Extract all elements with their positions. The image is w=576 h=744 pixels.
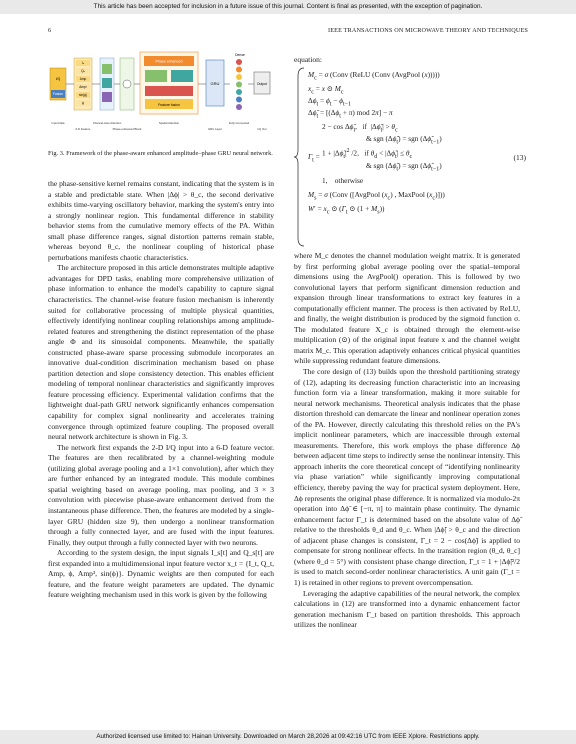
- dense-neuron: [236, 89, 242, 95]
- right-column-intro: [294, 55, 520, 66]
- feature-label: Iₙ: [81, 61, 85, 65]
- phase-diff-branch: [145, 86, 193, 96]
- caption-text: Framework of the phase-aware enhanced amplitude–phase GRU neural network.: [66, 150, 273, 157]
- caption-label: Fig. 3.: [48, 150, 65, 157]
- equation-number: (13): [513, 153, 526, 162]
- svg-text:Dense: Dense: [235, 53, 245, 57]
- conv3x3: [171, 70, 193, 82]
- feature-label: sin(ϕ): [79, 93, 87, 97]
- dense-neuron: [236, 104, 242, 110]
- eq-line-xc: $x_c = x$ ⊙ $M_c$: [308, 84, 344, 96]
- stage-caption: Spatial Attention: [158, 121, 180, 125]
- avgpool-cell: [102, 64, 112, 74]
- dense-neuron: [236, 59, 242, 65]
- sigmoid-cell: [102, 92, 112, 102]
- license-footer: Authorized licensed use limited to: Hainan University. Downloaded on March 28,2026 at 09:42:16 UTC from IEEE Xplore. Restrictions apply.: [0, 730, 576, 744]
- acceptance-banner: This article has been accepted for inclusion in a future issue of this journal. Content is final as presented, with the exception of pagination.: [0, 0, 576, 14]
- journal-name: IEEE TRANSACTIONS ON MICROWAVE THEORY AND TECHNIQUES: [328, 27, 528, 34]
- eq-line-dphi: $\Delta\phi_t = \phi_t - \phi_{t-1}$: [308, 96, 352, 108]
- left-paragraph-3: The network first expands the 2-D I/Q input into a 6-D feature vector. The features are then recalibrated by a channel-weighting module (utilizing global average pooling and a 1×1 convolution), after which they are further enhanced by an integrated module. This module combines spatial weighting based on average pooling, max pooling, and 3 × 3 convolution with piecewise phase-aware enhancement derived from the instantaneous phase difference. Then, the features are modeled by a single-layer GRU (hidden size 9), then undergo a nonlinear transformation through a fully connected layer, and are fused with the input features. Finally, they output through a fully connected layer with two neurons.: [48, 442, 274, 547]
- stage-caption: Input Data: [51, 121, 65, 125]
- eq-case-3: 1, otherwise: [322, 176, 364, 185]
- right-paragraph-3: Leveraging the adaptive capabilities of the neural network, the complex calculations in (12) are transformed into a dynamic enhancement factor generation mechanism Γ_t based on partition thresholds. This approach utilizes the nonlinear: [294, 588, 520, 630]
- page-number: 6: [48, 27, 52, 34]
- figure-3: [48, 50, 274, 140]
- framework-diagram: [48, 50, 274, 140]
- svg-text:Feature fusion: Feature fusion: [158, 103, 180, 107]
- eq-case-2a: $1 + |\Delta\phĩ_t|^2$ /2, if $\theta_d$ < $|\Delta\phĩ_t| \le \theta_c$: [322, 148, 413, 160]
- left-paragraph-4: According to the system design, the input signals I_s[t] and Q_s[t] are first expanded into a multidimensional input feature vector x_t = {I_t, Q_t, Amp, ϕ, Amp³, sin(ϕ)}. Dynamic weights are then computed for each feature, and the feature weight parameters are updated. The dynamic feature weighting mechanism used in this work is given by the following: [48, 548, 274, 600]
- stage-caption: Channel-wise Attention: [92, 121, 122, 125]
- eq-line-w: $W' = x_c$ ⊙ ($\Gamma_t$ ⊙ $(1 + M_s)$): [308, 204, 385, 216]
- equation-intro: equation:: [294, 55, 322, 64]
- svg-text:Phase enhanced: Phase enhanced: [155, 59, 183, 64]
- stage-caption: I/Q Out: [257, 127, 267, 131]
- stage-caption: 6-D Feature: [75, 127, 91, 131]
- dense-layer: [236, 59, 242, 110]
- equation-13: $M_c = \sigma$ (Conv (ReLU (Conv (AvgPool (x))))) $x_c = x$ ⊙ $M_c$ $\Delta\phi_t = \phi_t - \phi_{t-1}$ $\Delta\phĩ_t = [(\Delta\phi_t + \pi)$ mod 2π] − π $\Gamma_t$ = $2 - \cos \Delta\phĩ_t$, if $|\Delta\phĩ_t| > \theta_c$ & sgn $(\Delta\phĩ_t)$ = sgn $(\Delta\phĩ_{t-1})$ $1 + |\Delta\phĩ_t|^2$ /2, if $\theta_d$ < $|\Delta\phĩ_t| \le \theta_c$ & sgn $(\Delta\phĩ_t)$ = sgn $(\Delta\phĩ_{t-1})$ 1, otherwise $M_s = \sigma$ (Conv ([AvgPool $(x_c)$ , MaxPool $(x_c)$])) $W' = x_c$ ⊙ ($\Gamma_t$ ⊙ $(1 + M_s)$) (13): [294, 66, 528, 248]
- eq-line-ms: $M_s = \sigma$ (Conv ([AvgPool $(x_c)$ , MaxPool $(x_c)$])): [308, 190, 445, 202]
- dense-neuron: [236, 97, 242, 103]
- conv-cell: [102, 78, 112, 88]
- stage-caption: Fully-Connected: [228, 121, 250, 125]
- avg-max-pool: [145, 70, 167, 82]
- eq-line-wrap: $\Delta\phĩ_t = [(\Delta\phi_t + \pi)$ mod 2π] − π: [308, 108, 393, 120]
- eq-case-2b: & sgn $(\Delta\phĩ_t)$ = sgn $(\Delta\phĩ_{t-1})$: [366, 161, 442, 173]
- svg-text:I/Q: I/Q: [55, 77, 61, 81]
- feature-label: Amp³: [79, 85, 87, 89]
- dense-neuron: [236, 82, 242, 88]
- right-paragraph-1: where M_c denotes the channel modulation weight matrix. It is generated by first performing global average pooling over the spatial–temporal dimensions using the AvgPool() operation. This is followed by two convolutional layers that perform significant dimension reduction and expansion through linear transformations to extract key features in a computationally efficient manner. The process is then activated by ReLU, and finally, the weight distribution is produced by the sigmoid function σ. The modulated feature X_c is obtained through the element-wise multiplication (⊙) of the original input feature x and the channel weight matrix M_c. This operation adaptively enhances critical physical quantities while suppressing redundant feature dimensions.: [294, 251, 520, 366]
- eq-case-1a: $2 - \cos \Delta\phĩ_t$, if $|\Delta\phĩ_t| > \theta_c$: [322, 122, 398, 134]
- feature-label: Qₙ: [81, 69, 85, 73]
- stage-caption: Phase-enhanced Block: [112, 127, 142, 131]
- feature-label: Amp: [79, 77, 87, 81]
- dense-neuron: [236, 67, 242, 73]
- svg-text:Fusion: Fusion: [52, 92, 64, 96]
- feature-label: ϕ: [82, 101, 84, 105]
- left-column: [48, 179, 274, 601]
- right-paragraph-2: The core design of (13) builds upon the threshold partitioning strategy of (12), adapting its decreasing function characteristic into an increasing function form via a linear transformation, making it more suitable for neural network mechanisms. Theoretical analysis indicates that the phase distortion threshold can demarcate the linear and nonlinear operation zones of the PA. However, directly calculating this threshold relies on the PA's implicit nonlinear parameters, which are inaccessible through external measurements. Therefore, this work employs the phase difference Δϕ between adjacent time steps to indirectly sense the nonlinear intensity. This approach inherits the core theoretical concept of “identifying nonlinearity via phase variation” while significantly improving computational efficiency, thereby paving the way for practical system deployment. Here, Δϕ represents the original phase difference. It is normalized via modulo-2π operation into Δϕ̃ ∈ [−π, π] to maintain phase continuity. The dynamic enhancement factor Γ_t is determined based on the absolute value of Δϕ̃ relative to the thresholds θ_d and θ_c. When |Δϕ̃| > θ_c and the direction of adjacent phase changes is consistent, Γ_t = 2 − cos(Δϕ̃) is applied to compensate for strong nonlinear effects. In the transition region (θ_d, θ_c] (where θ_d = 5°) with consistent phase change direction, Γ_t = 1 + |Δϕ̃|²/2 is used to match second-order nonlinear characteristics. A unit gain (Γ_t = 1) is retained in other regions to prevent overcompensation.: [294, 367, 520, 587]
- stage-caption: GRU Layer: [208, 127, 222, 131]
- svg-text:Output: Output: [256, 82, 268, 86]
- multiply-node: [123, 80, 131, 88]
- running-head: [48, 27, 528, 37]
- right-column-body: [294, 251, 520, 631]
- eq-case-1b: & sgn $(\Delta\phĩ_t)$ = sgn $(\Delta\phĩ_{t-1})$: [366, 134, 442, 146]
- svg-text:GRU: GRU: [210, 81, 220, 86]
- left-paragraph-2: The architecture proposed in this article demonstrates multiple adaptive advantages for DPD tasks, enabling more comprehensive utilization of phase information to enhance the model's capability to capture signal characteristics. The channel-wise feature fusion mechanism is inherently suited for collaborative processing of multiple physical quantities, effectively identifying nonlinear coupling relationships among amplitude-related features and strengthening the distinct representation of the phase angle Φ and its sinusoidal components. Meanwhile, the spatially constructed phase-aware sparse processing submodule incorporates an innovative dual-condition discrimination mechanism based on phase partition detection and slope consistency detection. This enables efficient modeling of temporal nonlinear characteristics and significantly improves feature processing efficiency. Experimental validation confirms that the lightweight dual-path GRU network significantly enhances compensation capability for complex signal nonlinearity and accelerates training convergence through optimized feature coupling. The proposed overall neural network architecture is shown in Fig. 3.: [48, 263, 274, 442]
- left-paragraph-1: the phase-sensitive kernel remains constant, indicating that the system is in a stable and predictable state. When |Δϕ| > θ_c, the second derivative exhibits time-varying oscillatory behavior, marking the system's entry into a strongly nonlinear region. This fundamental difference in stability behavior stems from the cumulative memory effects of the PA. Within small phase difference ranges, signal distortion patterns remain stable, whereas beyond θ_c, the nonlinear coupling of historical phase perturbations manifests chaotic characteristics.: [48, 179, 274, 262]
- eq-line-mc: $M_c = \sigma$ (Conv (ReLU (Conv (AvgPool (x))))): [308, 70, 440, 82]
- figure-caption: [48, 150, 274, 159]
- equation-brace: [294, 66, 306, 248]
- dense-neuron: [236, 74, 242, 80]
